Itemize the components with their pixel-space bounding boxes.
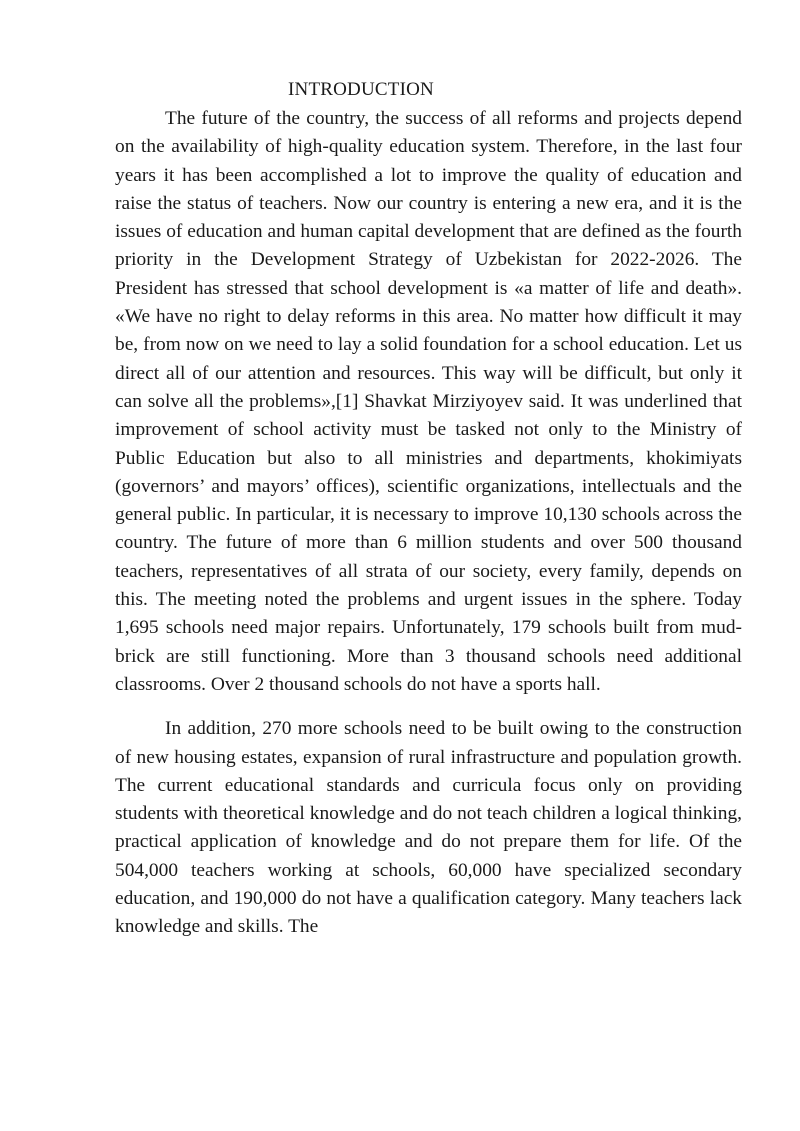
paragraph-2: In addition, 270 more schools need to be built owing to the construction of new housing estates, expansion of rural infrastructure and population growth. The current educational standards and curricula focus only on providing students with theoretical knowledge and do not teach children a logical thinking, practical application of knowledge and do not prepare them for life. Of the 504,000 teachers working at schools, 60,000 have specialized secondary education, and 190,000 do not have a qualification category. Many teachers lack knowledge and skills. The (115, 718, 742, 938)
section-heading: INTRODUCTION (288, 79, 434, 100)
document-page (115, 76, 742, 942)
paragraph-1: The future of the country, the success of all reforms and projects depend on the availability of high-quality education system. Therefore, in the last four years it has been accomplished a lot to improve the quality of education and raise the status of teachers. Now our country is entering a new era, and it is the issues of education and human capital development that are defined as the fourth priority in the Development Strategy of Uzbekistan for 2022-2026. The President has stressed that school development is «a matter of life and death». «We have no right to delay reforms in this area. No matter how difficult it may be, from now on we need to lay a solid foundation for a school education. Let us direct all of our attention and resources. This way will be difficult, but only it can solve all the problems»,[1] Shavkat Mirziyoyev said. It was underlined that improvement of school activity must be tasked not only to the Ministry of Public Education but also to all ministries and departments, khokimiyats (governors’ and mayors’ offices), scientific organizations, intellectuals and the general public. In particular, it is necessary to improve 10,130 schools across the country. The future of more than 6 million students and over 500 thousand teachers, representatives of all strata of our society, every family, depends on this. The meeting noted the problems and urgent issues in the sphere. Today 1,695 schools need major repairs. Unfortunately, 179 schools built from mud-brick are still functioning. More than 3 thousand schools need additional classrooms. Over 2 thousand schools do not have a sports hall. (115, 108, 742, 695)
